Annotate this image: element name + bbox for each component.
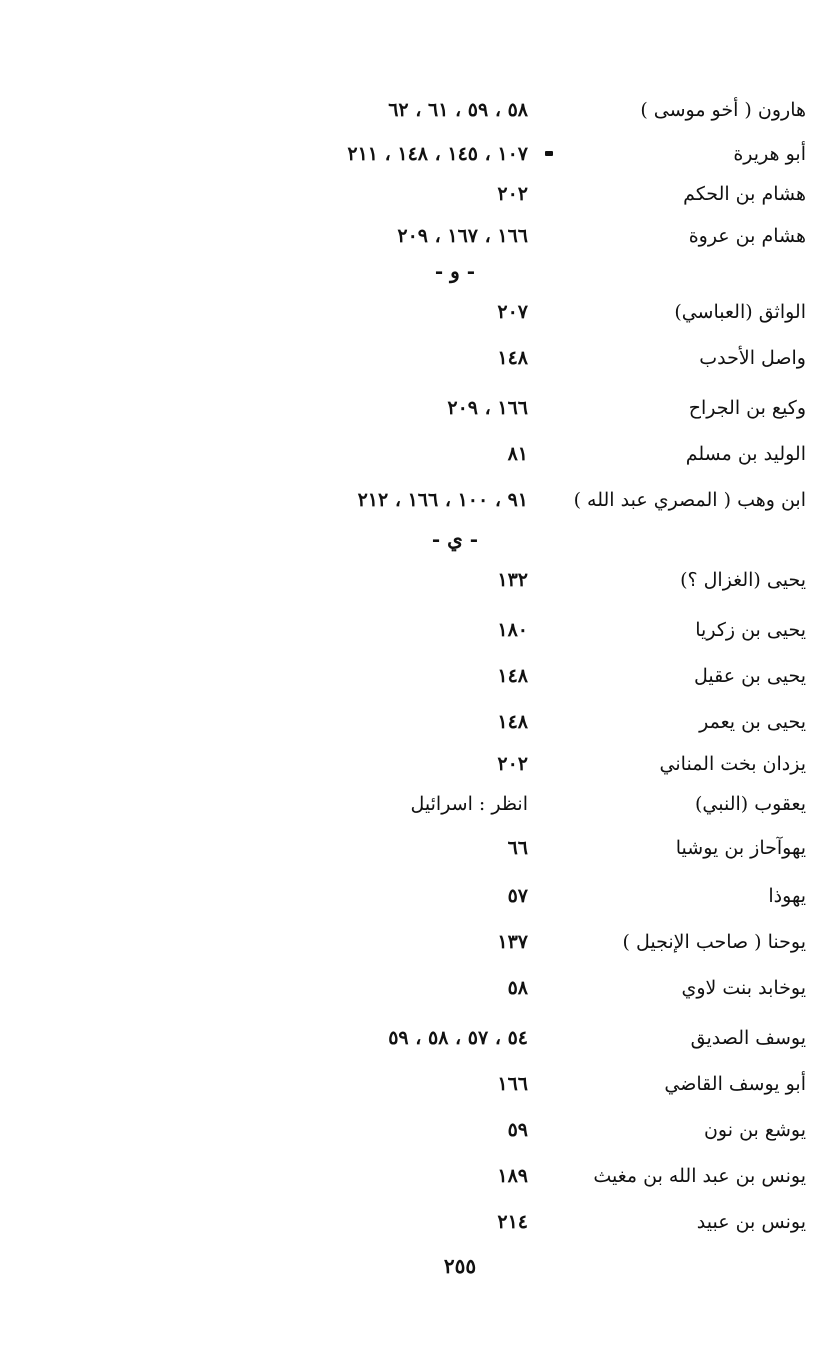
index-entry — [0, 1158, 838, 1194]
entry-name: يعقوب (النبي) — [694, 793, 806, 815]
bullet-mark — [545, 151, 553, 156]
entry-name: يوشع بن نون — [703, 1119, 806, 1141]
entry-pages: ١٣٧ — [497, 931, 528, 953]
entry-name: هشام بن الحكم — [683, 183, 806, 205]
section-letter-ya: - ي - — [431, 527, 479, 551]
index-entry — [0, 830, 838, 866]
entry-pages: ٨١ — [507, 443, 528, 465]
index-entry — [0, 970, 838, 1006]
index-entry — [0, 562, 838, 598]
entry-pages: ٢٠٢ — [497, 183, 528, 205]
entry-pages: ١٠٧ ، ١٤٥ ، ١٤٨ ، ٢١١ — [347, 143, 528, 165]
entry-name: هشام بن عروة — [688, 225, 806, 247]
entry-name: يهوآحاز بن يوشيا — [675, 837, 806, 859]
entry-name: يحيى بن عقيل — [693, 665, 806, 687]
entry-pages: ٥٧ — [507, 885, 528, 907]
index-entry — [0, 1066, 838, 1102]
entry-pages: ١٤٨ — [497, 665, 528, 687]
index-entry — [0, 746, 838, 782]
index-entry — [0, 482, 838, 518]
entry-name: يوخابد بنت لاوي — [681, 977, 806, 999]
entry-name: يونس بن عبد الله بن مغيث — [593, 1165, 806, 1187]
index-entry — [0, 92, 838, 128]
page-number: ٢٥٥ — [443, 1254, 477, 1278]
index-entry — [0, 786, 838, 822]
entry-pages: ٥٨ ، ٥٩ ، ٦١ ، ٦٢ — [388, 99, 528, 121]
entry-pages: ١٤٨ — [497, 711, 528, 733]
entry-pages: ١٣٢ — [497, 569, 528, 591]
index-entry — [0, 658, 838, 694]
entry-pages: ١٦٦ ، ١٦٧ ، ٢٠٩ — [397, 225, 528, 247]
entry-pages: ٢٠٢ — [497, 753, 528, 775]
entry-pages: ٥٨ — [507, 977, 528, 999]
entry-pages: ١٨٩ — [497, 1165, 528, 1187]
entry-name: يحيى بن زكريا — [695, 619, 806, 641]
entry-name: وكيع بن الجراح — [688, 397, 806, 419]
index-entry — [0, 1020, 838, 1056]
index-entry — [0, 1204, 838, 1240]
entry-pages: ١٦٦ — [497, 1073, 528, 1095]
entry-name: الواثق (العباسي) — [674, 301, 806, 323]
index-entry — [0, 136, 838, 172]
entry-pages: ٥٩ — [507, 1119, 528, 1141]
entry-name: يهوذا — [768, 885, 806, 907]
entry-name: الوليد بن مسلم — [685, 443, 806, 465]
index-entry — [0, 176, 838, 212]
index-entry — [0, 1112, 838, 1148]
index-entry — [0, 340, 838, 376]
entry-see-reference: انظر : اسرائيل — [410, 793, 528, 815]
entry-name: يونس بن عبيد — [696, 1211, 806, 1233]
entry-name: أبو يوسف القاضي — [664, 1073, 806, 1095]
entry-pages: ٩١ ، ١٠٠ ، ١٦٦ ، ٢١٢ — [357, 489, 528, 511]
index-entry — [0, 218, 838, 254]
index-entry — [0, 612, 838, 648]
entry-name: ابن وهب ( المصري عبد الله ) — [573, 489, 806, 511]
entry-name: يوسف الصديق — [690, 1027, 806, 1049]
index-entry — [0, 390, 838, 426]
section-letter-waw: - و - — [434, 259, 476, 283]
index-entry — [0, 924, 838, 960]
entry-pages: ٦٦ — [507, 837, 528, 859]
entry-name: يوحنا ( صاحب الإنجيل ) — [622, 931, 806, 953]
entry-pages: ١٦٦ ، ٢٠٩ — [447, 397, 528, 419]
entry-pages: ٥٤ ، ٥٧ ، ٥٨ ، ٥٩ — [388, 1027, 528, 1049]
entry-name: يحيى (الغزال ؟) — [680, 569, 806, 591]
index-entry — [0, 704, 838, 740]
entry-name: يزدان بخت المناني — [659, 753, 806, 775]
index-entry — [0, 294, 838, 330]
entry-name: أبو هريرة — [733, 143, 806, 165]
entry-name: واصل الأحدب — [699, 347, 806, 369]
entry-pages: ٢٠٧ — [497, 301, 528, 323]
entry-pages: ١٨٠ — [497, 619, 528, 641]
index-entry — [0, 878, 838, 914]
index-entry — [0, 436, 838, 472]
entry-name: يحيى بن يعمر — [699, 711, 806, 733]
entry-pages: ١٤٨ — [497, 347, 528, 369]
entry-name: هارون ( أخو موسى ) — [640, 99, 806, 121]
entry-pages: ٢١٤ — [497, 1211, 528, 1233]
